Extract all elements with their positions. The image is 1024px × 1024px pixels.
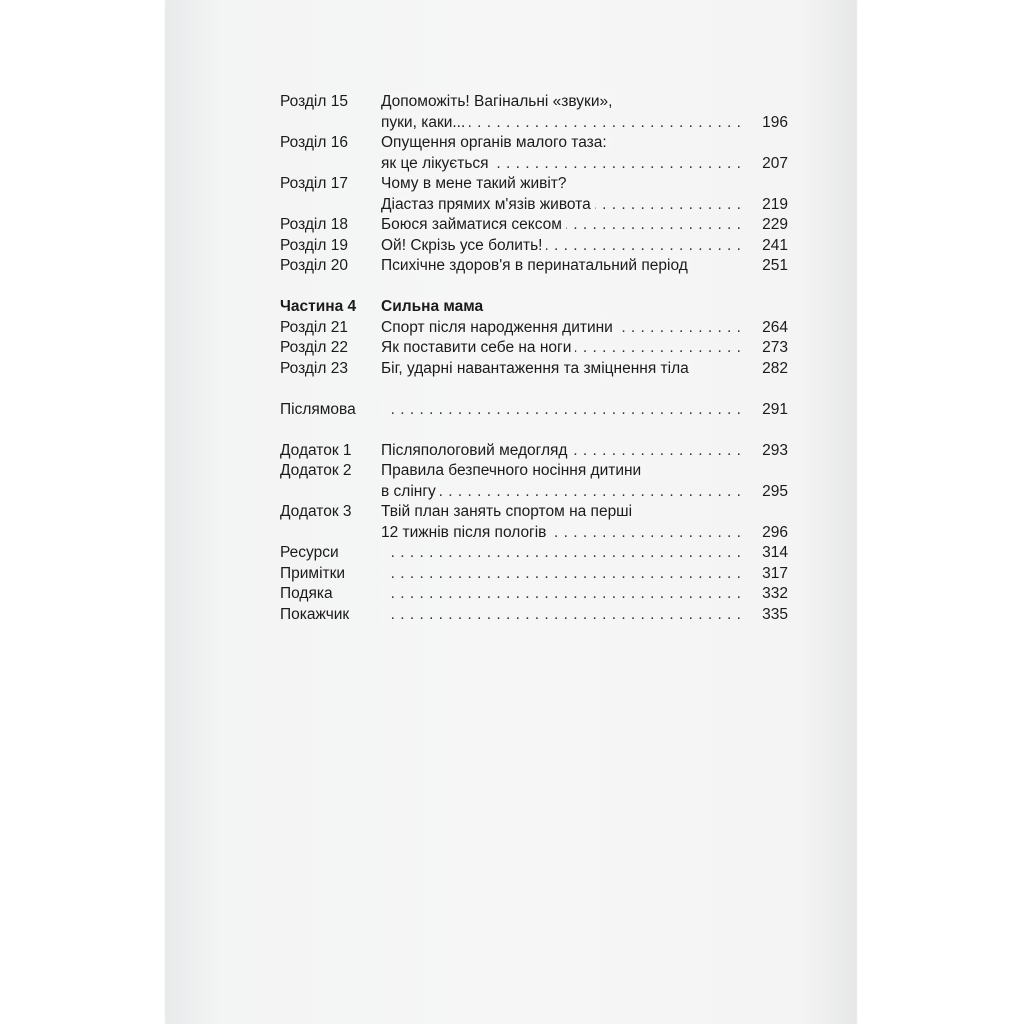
- toc-entry-line: [280, 256, 788, 277]
- entry-label: Додаток 3: [280, 503, 352, 520]
- entry-title-text: Боюся займатися сексом: [381, 216, 566, 233]
- page-number: 264: [762, 318, 788, 336]
- page-number: 295: [762, 482, 788, 500]
- toc-entry-line: [280, 605, 788, 626]
- entry-title-text: 12 тижнів після пологів: [381, 524, 550, 541]
- entry-label: Додаток 2: [280, 462, 352, 479]
- part-heading: [280, 297, 788, 318]
- toc-entry-line: [280, 174, 788, 195]
- entry-title-text: Опущення органів малого таза:: [381, 134, 611, 151]
- entry-title: [381, 174, 788, 195]
- entry-title-text: Чому в мене такий живіт?: [381, 175, 571, 192]
- entry-title: [381, 461, 788, 482]
- toc-entry-line: [280, 564, 788, 585]
- toc-entry-line: [280, 92, 788, 113]
- page-number: 229: [762, 216, 788, 233]
- entry-title: [381, 215, 744, 236]
- entry-title-text: [381, 606, 385, 623]
- part-label: Частина 4: [280, 298, 357, 315]
- toc-entry-line: [280, 338, 788, 359]
- entry-title-text: Допоможіть! Вагінальні «звуки»,: [381, 93, 616, 110]
- page-number: 207: [762, 154, 788, 172]
- part-title: [381, 297, 788, 318]
- entry-title-text: пуки, каки...: [381, 114, 469, 131]
- entry-title-text: Ой! Скрізь усе болить!: [381, 237, 546, 254]
- entry-title: [381, 564, 744, 585]
- entry-title: [381, 584, 744, 605]
- entry-title: [381, 318, 744, 339]
- section-gap: [280, 379, 788, 400]
- entry-title: [381, 195, 744, 216]
- toc-entry-line: [280, 502, 788, 523]
- entry-title: [381, 441, 744, 462]
- entry-label: Розділ 22: [280, 339, 348, 356]
- toc-entry-line: [280, 400, 788, 421]
- entry-title-text: [381, 565, 385, 582]
- toc-entry-line: [280, 543, 788, 564]
- page-number: 335: [762, 605, 788, 623]
- entry-title-text: Твій план занять спортом на перші: [381, 503, 636, 520]
- toc-entry-line: [280, 154, 788, 175]
- page-number: 314: [762, 544, 788, 561]
- entry-title-text: [381, 544, 385, 561]
- entry-title-text: Як поставити себе на ноги: [381, 339, 575, 356]
- page-number: 317: [762, 564, 788, 582]
- entry-label: Розділ 23: [280, 359, 348, 377]
- page-number: 293: [762, 441, 788, 459]
- toc-entry-line: [280, 482, 788, 503]
- toc-entry-line: [280, 215, 788, 236]
- page-number: 219: [762, 195, 788, 213]
- entry-label: Подяка: [280, 585, 333, 602]
- toc-entry-line: [280, 523, 788, 544]
- toc-entry-line: [280, 236, 788, 257]
- entry-title-text: як це лікується: [381, 155, 493, 172]
- entry-label: Примітки: [280, 564, 346, 582]
- entry-label: Розділ 17: [280, 175, 348, 192]
- entry-title: [381, 338, 744, 359]
- page-number: 296: [762, 523, 788, 541]
- entry-label: Розділ 20: [280, 257, 348, 274]
- page-number: 273: [762, 339, 788, 356]
- entry-title-text: [381, 585, 385, 602]
- entry-title-text: Правила безпечного носіння дитини: [381, 462, 645, 479]
- toc-entry-line: [280, 133, 788, 154]
- entry-title: [381, 236, 744, 257]
- entry-title-text: Психічне здоров'я в перинатальний період: [381, 257, 692, 274]
- entry-title-text: Спорт після народження дитини: [381, 319, 617, 336]
- section-gap: [280, 277, 788, 298]
- entry-label: Розділ 21: [280, 318, 348, 336]
- page-number: 332: [762, 585, 788, 602]
- entry-title: [381, 482, 744, 503]
- toc-entry-line: [280, 318, 788, 339]
- entry-title: [381, 502, 788, 523]
- part-title-text: Сильна мама: [381, 298, 487, 315]
- entry-title: [381, 92, 788, 113]
- page-number: 251: [762, 257, 788, 274]
- entry-title: [381, 523, 744, 544]
- toc-entry-line: [280, 461, 788, 482]
- entry-title-text: в слінгу: [381, 483, 440, 500]
- toc-entry-line: [280, 441, 788, 462]
- toc-entry-line: [280, 113, 788, 134]
- toc-entry-line: [280, 359, 788, 380]
- page-number: 196: [762, 113, 788, 131]
- entry-label: Післямова: [280, 400, 356, 418]
- entry-title: [381, 605, 744, 626]
- toc-entry-line: [280, 584, 788, 605]
- entry-label: Ресурси: [280, 544, 339, 561]
- section-gap: [280, 420, 788, 441]
- entry-title: [381, 256, 744, 277]
- entry-label: Додаток 1: [280, 441, 352, 459]
- entry-title: [381, 359, 744, 380]
- toc-entry-line: [280, 195, 788, 216]
- entry-title-text: [381, 401, 385, 418]
- entry-title: [381, 154, 744, 175]
- entry-title-text: Біг, ударні навантаження та зміцнення тіла: [381, 360, 693, 377]
- entry-title: [381, 133, 788, 154]
- entry-label: Розділ 15: [280, 93, 348, 110]
- entry-label: Розділ 16: [280, 134, 348, 151]
- entry-label: Розділ 19: [280, 236, 348, 254]
- entry-title-text: Післяпологовий медогляд: [381, 442, 571, 459]
- table-of-contents: [280, 92, 788, 625]
- page-number: 241: [762, 236, 788, 254]
- entry-title-text: Діастаз прямих м'язів живота: [381, 196, 595, 213]
- page-number: 291: [762, 400, 788, 418]
- entry-title: [381, 543, 744, 564]
- entry-label: Розділ 18: [280, 216, 348, 233]
- entry-title: [381, 400, 744, 421]
- entry-label: Покажчик: [280, 605, 350, 623]
- entry-title: [381, 113, 744, 134]
- page-number: 282: [762, 359, 788, 377]
